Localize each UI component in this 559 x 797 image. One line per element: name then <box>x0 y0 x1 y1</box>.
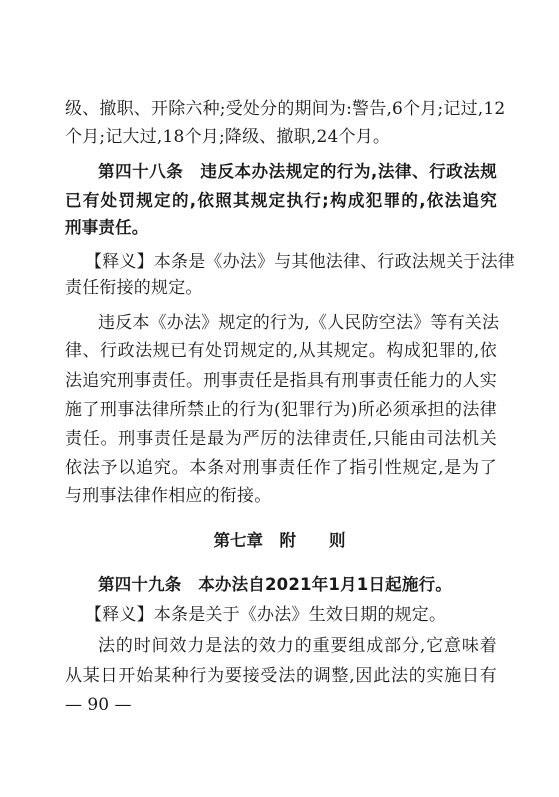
article-48-heading-line: 刑事责任。 <box>65 218 149 237</box>
page-number: — 90 — <box>65 695 132 715</box>
paragraph-line: 从某日开始某种行为要接受法的调整,因此法的实施日有 <box>65 666 497 686</box>
paragraph-line: 违反本《办法》规定的行为,《人民防空法》等有关法 <box>98 313 500 333</box>
paragraph-line: 法追究刑事责任。刑事责任是指具有刑事责任能力的人实 <box>65 371 497 391</box>
article-48-heading-line: 第四十八条 违反本办法规定的行为,法律、行政法规 <box>98 162 497 181</box>
article-49-heading: 第四十九条 本办法自2021年1月1日起施行。 <box>98 575 452 594</box>
paragraph-line: 个月;记大过,18个月;降级、撤职,24个月。 <box>65 127 391 147</box>
annotation-48-line: 【释义】本条是《办法》与其他法律、行政法规关于法律 <box>85 252 515 272</box>
paragraph-line: 与刑事法律作相应的衔接。 <box>65 486 272 506</box>
paragraph-line: 级、撤职、开除六种;受处分的期间为:警告,6个月;记过,12 <box>65 99 506 119</box>
paragraph-line: 责任。刑事责任是最为严厉的法律责任,只能由司法机关 <box>65 429 497 449</box>
paragraph-line: 依法予以追究。本条对刑事责任作了指引性规定,是为了 <box>65 458 497 478</box>
article-48-heading-line: 已有处罚规定的,依照其规定执行;构成犯罪的,依法追究 <box>65 191 497 210</box>
annotation-48-line: 责任衔接的规定。 <box>65 278 203 298</box>
paragraph-line: 施了刑事法律所禁止的行为(犯罪行为)所必须承担的法律 <box>65 400 497 420</box>
annotation-49-line: 【释义】本条是关于《办法》生效日期的规定。 <box>85 605 447 625</box>
paragraph-line: 律、行政法规已有处罚规定的,从其规定。构成犯罪的,依 <box>65 341 497 361</box>
paragraph-line: 法的时间效力是法的效力的重要组成部分,它意味着 <box>98 636 497 656</box>
chapter-heading: 第七章 附 则 <box>213 531 346 550</box>
